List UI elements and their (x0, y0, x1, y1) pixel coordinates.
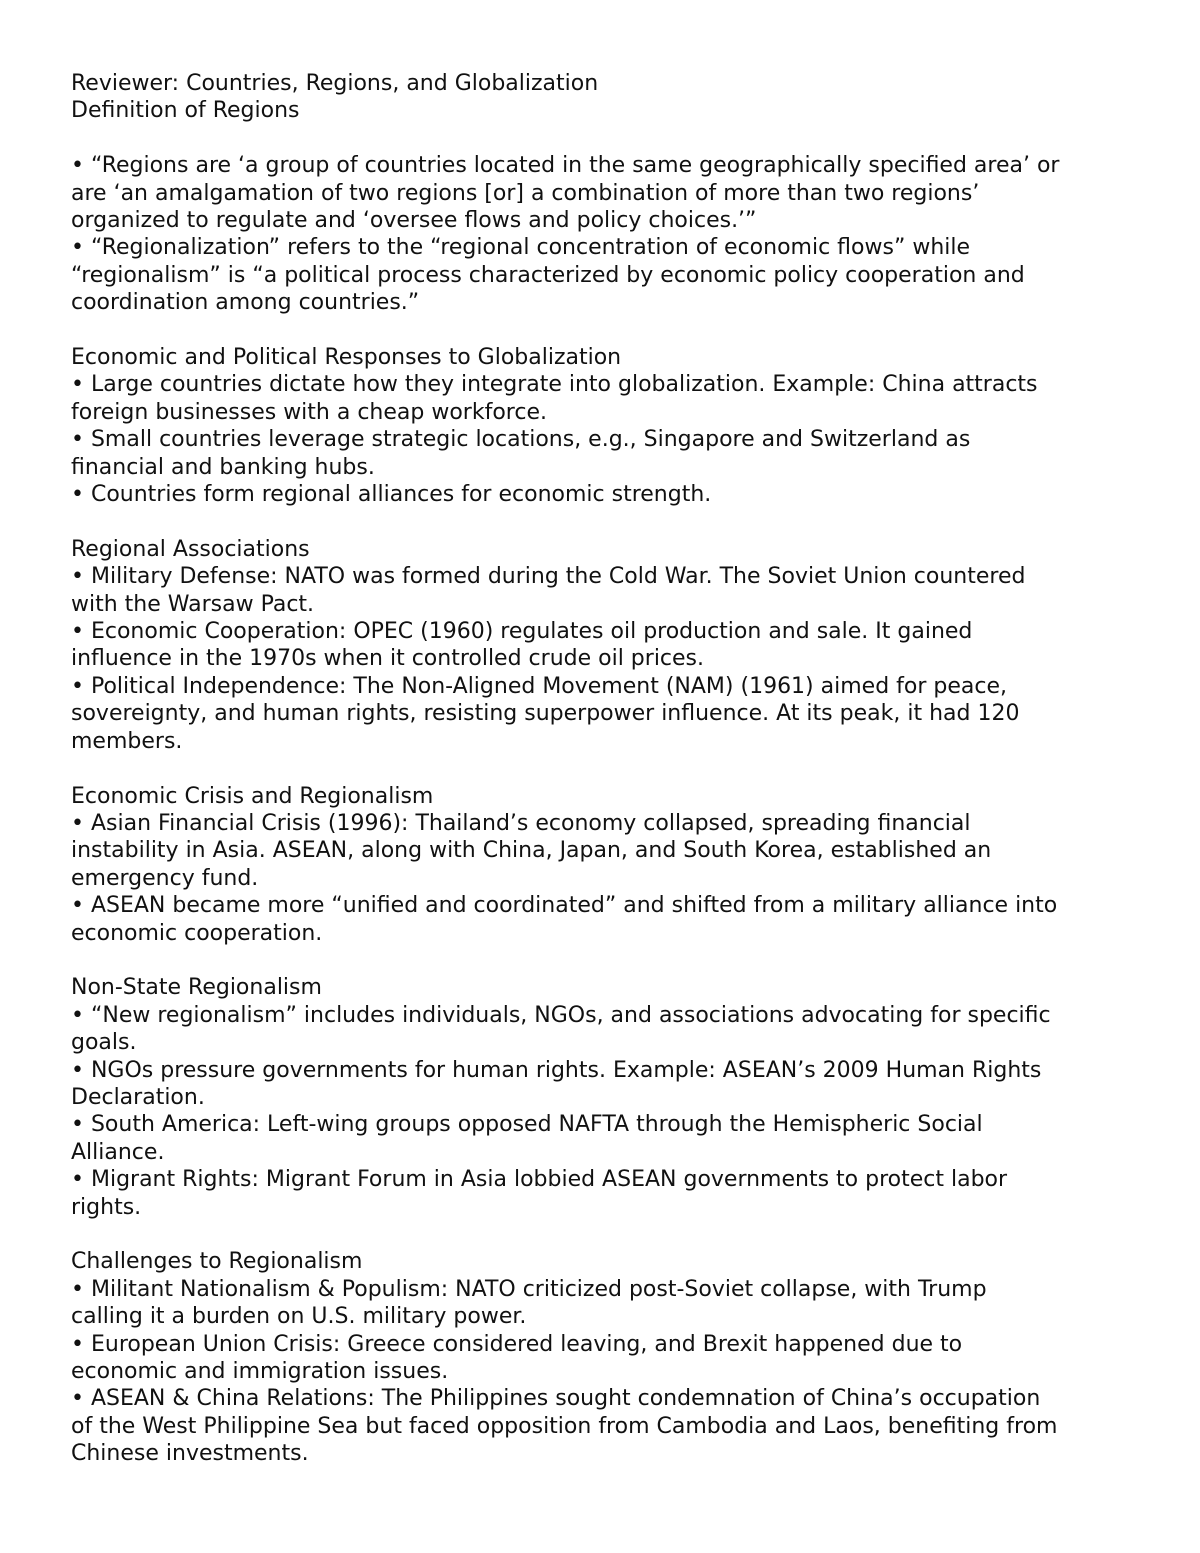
bullet-item (71, 1276, 1151, 1331)
bullet-line: • European Union Crisis: Greece considered leaving, and Brexit happened due to (71, 1331, 963, 1357)
bullet-item (71, 1057, 1151, 1112)
bullet-line: financial and banking hubs. (71, 454, 375, 480)
bullet-line: • NGOs pressure governments for human rights. Example: ASEAN’s 2009 Human Rights (71, 1057, 1042, 1083)
bullet-item (71, 1111, 1151, 1166)
section-spacer (71, 508, 1151, 535)
bullet-item (71, 673, 1151, 755)
bullet-line: • South America: Left-wing groups opposed NAFTA through the Hemispheric Social (71, 1112, 983, 1138)
bullet-line: organized to regulate and ‘oversee flows and policy choices.’” (71, 208, 757, 234)
bullet-line: • ASEAN became more “unified and coordinated” and shifted from a military alliance into (71, 893, 1058, 919)
bullet-line: sovereignty, and human rights, resisting superpower influence. At its peak, it had 120 (71, 701, 1020, 727)
bullet-line: • “New regionalism” includes individuals, NGOs, and associations advocating for specific (71, 1002, 1051, 1028)
bullet-line: members. (71, 728, 183, 754)
bullet-line: • “Regions are ‘a group of countries located in the same geographically specified area’ or (71, 153, 1060, 179)
bullet-item (71, 371, 1151, 426)
bullet-line: coordination among countries.” (71, 290, 420, 316)
bullet-line: calling it a burden on U.S. military power. (71, 1304, 527, 1330)
bullet-line: • Migrant Rights: Migrant Forum in Asia lobbied ASEAN governments to protect labor (71, 1167, 1008, 1193)
bullet-line: • Small countries leverage strategic locations, e.g., Singapore and Switzerland as (71, 427, 971, 453)
bullet-item (71, 152, 1151, 234)
bullet-line: Alliance. (71, 1139, 165, 1165)
section-heading: Non-State Regionalism (71, 975, 322, 1001)
bullet-line: Declaration. (71, 1084, 205, 1110)
bullet-line: instability in Asia. ASEAN, along with China, Japan, and South Korea, established an (71, 838, 992, 864)
bullet-item (71, 618, 1151, 673)
bullet-line: of the West Philippine Sea but faced opposition from Cambodia and Laos, benefiting from (71, 1413, 1058, 1439)
section-heading: Regional Associations (71, 536, 310, 562)
section-spacer (71, 125, 1151, 152)
bullet-item (71, 563, 1151, 618)
bullet-line: are ‘an amalgamation of two regions [or] a combination of more than two regions’ (71, 180, 980, 206)
document-body (71, 97, 1151, 1467)
bullet-line: • Political Independence: The Non-Aligned Movement (NAM) (1961) aimed for peace, (71, 673, 1007, 699)
section-spacer (71, 947, 1151, 974)
bullet-line: “regionalism” is “a political process characterized by economic policy cooperation and (71, 262, 1025, 288)
bullet-line: • Militant Nationalism & Populism: NATO criticized post-Soviet collapse, with Trump (71, 1276, 987, 1302)
bullet-line: rights. (71, 1194, 142, 1220)
bullet-item (71, 1002, 1151, 1057)
bullet-item (71, 892, 1151, 947)
section-spacer (71, 1221, 1151, 1248)
document-title: Reviewer: Countries, Regions, and Globalization (71, 71, 599, 96)
bullet-item (71, 1385, 1151, 1467)
bullet-line: economic and immigration issues. (71, 1359, 449, 1384)
bullet-line: goals. (71, 1030, 137, 1056)
section-spacer (71, 755, 1151, 782)
bullet-line: foreign businesses with a cheap workforce. (71, 399, 547, 425)
section-heading: Economic Crisis and Regionalism (71, 783, 434, 809)
bullet-line: • Countries form regional alliances for economic strength. (71, 482, 712, 508)
bullet-line: • Economic Cooperation: OPEC (1960) regulates oil production and sale. It gained (71, 619, 973, 645)
bullet-item (71, 481, 1151, 508)
document-page (71, 70, 1151, 1468)
bullet-line: • Large countries dictate how they integrate into globalization. Example: China attracts (71, 372, 1038, 398)
bullet-item (71, 234, 1151, 316)
bullet-item (71, 1166, 1151, 1221)
bullet-line: with the Warsaw Pact. (71, 591, 315, 617)
section-heading: Definition of Regions (71, 98, 300, 124)
bullet-line: • ASEAN & China Relations: The Philippines sought condemnation of China’s occupation (71, 1386, 1041, 1412)
section-heading: Economic and Political Responses to Globalization (71, 345, 622, 371)
section-spacer (71, 317, 1151, 344)
bullet-line: • “Regionalization” refers to the “regional concentration of economic flows” while (71, 235, 971, 261)
bullet-line: economic cooperation. (71, 920, 323, 946)
section-heading: Challenges to Regionalism (71, 1249, 363, 1275)
bullet-line: emergency fund. (71, 865, 259, 891)
bullet-line: influence in the 1970s when it controlled crude oil prices. (71, 646, 705, 672)
bullet-line: Chinese investments. (71, 1441, 309, 1467)
bullet-item (71, 810, 1151, 892)
bullet-line: • Military Defense: NATO was formed during the Cold War. The Soviet Union countered (71, 564, 1026, 590)
bullet-item (71, 1331, 1151, 1386)
bullet-item (71, 426, 1151, 481)
bullet-line: • Asian Financial Crisis (1996): Thailand’s economy collapsed, spreading financial (71, 810, 971, 836)
